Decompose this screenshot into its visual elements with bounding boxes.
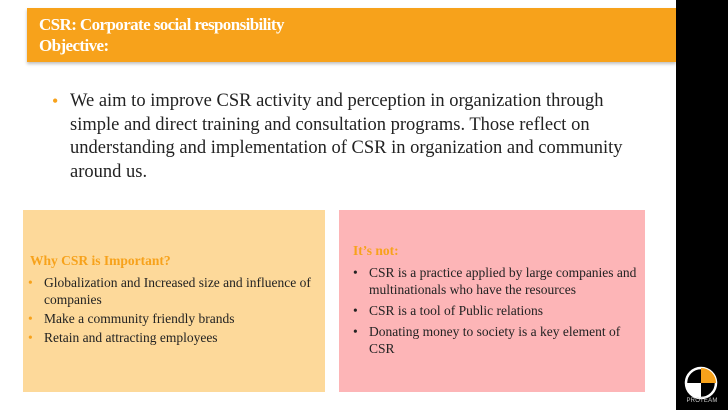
list-item: • CSR is a tool of Public relations xyxy=(353,303,543,318)
bullet-icon: • xyxy=(353,303,358,318)
logo-text: PROTEAM xyxy=(686,398,718,404)
list-item: • Make a community friendly brands xyxy=(28,311,235,326)
bullet-icon: • xyxy=(353,265,358,280)
slide-subtitle: Objective: xyxy=(39,36,109,55)
its-not-box xyxy=(339,210,645,392)
why-csr-box xyxy=(23,210,325,392)
objective-bullet xyxy=(52,90,632,184)
bullet-icon: • xyxy=(28,275,33,290)
bullet-icon: • xyxy=(28,311,33,326)
list-item: • Donating money to society is a key element of CSR xyxy=(353,324,621,356)
list-item: • Globalization and Increased size and influence of companies xyxy=(28,275,311,307)
bullet-icon: • xyxy=(353,324,358,339)
its-not-heading: It’s not: xyxy=(353,243,399,258)
slide-title: CSR: Corporate social responsibility xyxy=(39,15,284,34)
why-csr-heading: Why CSR is Important? xyxy=(30,253,171,268)
title-bar xyxy=(27,8,676,62)
list-item: • Retain and attracting employees xyxy=(28,330,218,345)
list-item: • CSR is a practice applied by large companies and multinationals who have the resources xyxy=(353,265,637,297)
bullet-icon: • xyxy=(28,330,33,345)
objective-text: We aim to improve CSR activity and perception in organization through simple and direct training and consultation programs. Those reflect on understanding and implementation of CSR in organization and community around us. xyxy=(70,91,623,182)
its-not-list xyxy=(353,264,643,361)
why-csr-list xyxy=(28,274,318,348)
bullet-icon: • xyxy=(52,91,59,111)
